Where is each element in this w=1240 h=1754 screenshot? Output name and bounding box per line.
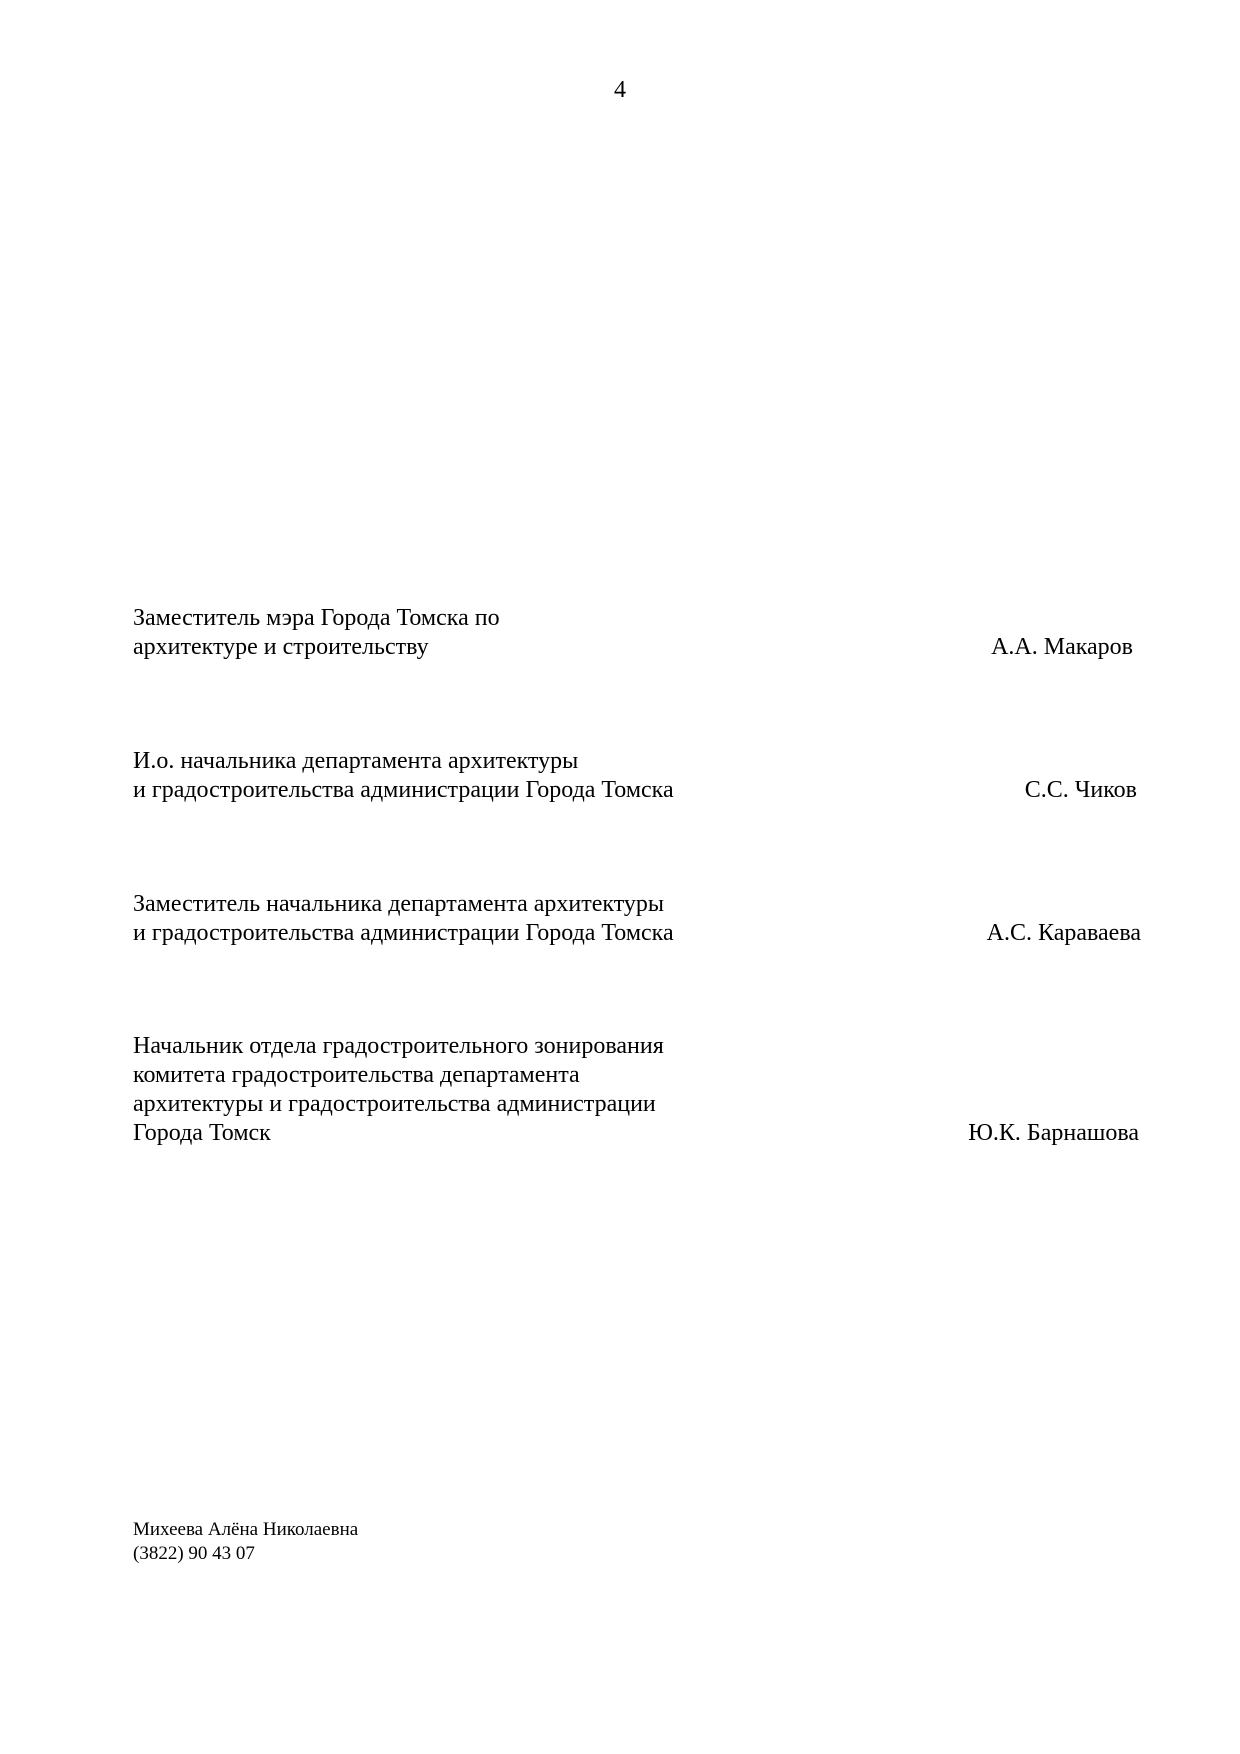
author-phone: (3822) 90 43 07 xyxy=(133,1543,255,1564)
signatory-position xyxy=(133,747,753,805)
position-line: архитектуры и градостроительства администрации xyxy=(133,1091,656,1117)
document-author xyxy=(133,1518,358,1566)
position-line: Начальник отдела градостроительного зонирования xyxy=(133,1033,664,1059)
signatory-name: А.С. Караваева xyxy=(986,920,1141,946)
signatory-position xyxy=(133,604,753,662)
signatory-name: Ю.К. Барнашова xyxy=(968,1120,1139,1146)
author-name: Михеева Алёна Николаевна xyxy=(133,1519,359,1540)
position-line: архитектуре и строительству xyxy=(133,634,429,660)
signatory-name: А.А. Макаров xyxy=(991,634,1133,660)
signature-block xyxy=(133,604,1133,664)
position-line: Заместитель начальника департамента архитектуры xyxy=(133,891,665,917)
position-line: и градостроительства администрации Города Томска xyxy=(133,920,674,946)
signature-block xyxy=(133,1032,1139,1152)
position-line: и градостроительства администрации Города Томска xyxy=(133,777,674,803)
position-line: И.о. начальника департамента архитектуры xyxy=(133,748,579,774)
signature-block xyxy=(133,890,1141,950)
signature-block xyxy=(133,747,1137,807)
signatory-position xyxy=(133,1032,753,1148)
position-line: Города Томск xyxy=(133,1120,271,1146)
position-line: комитета градостроительства департамента xyxy=(133,1062,580,1088)
signatory-position xyxy=(133,890,753,948)
signatory-name: С.С. Чиков xyxy=(1024,777,1137,803)
page-number: 4 xyxy=(614,77,626,103)
position-line: Заместитель мэра Города Томска по xyxy=(133,605,500,631)
